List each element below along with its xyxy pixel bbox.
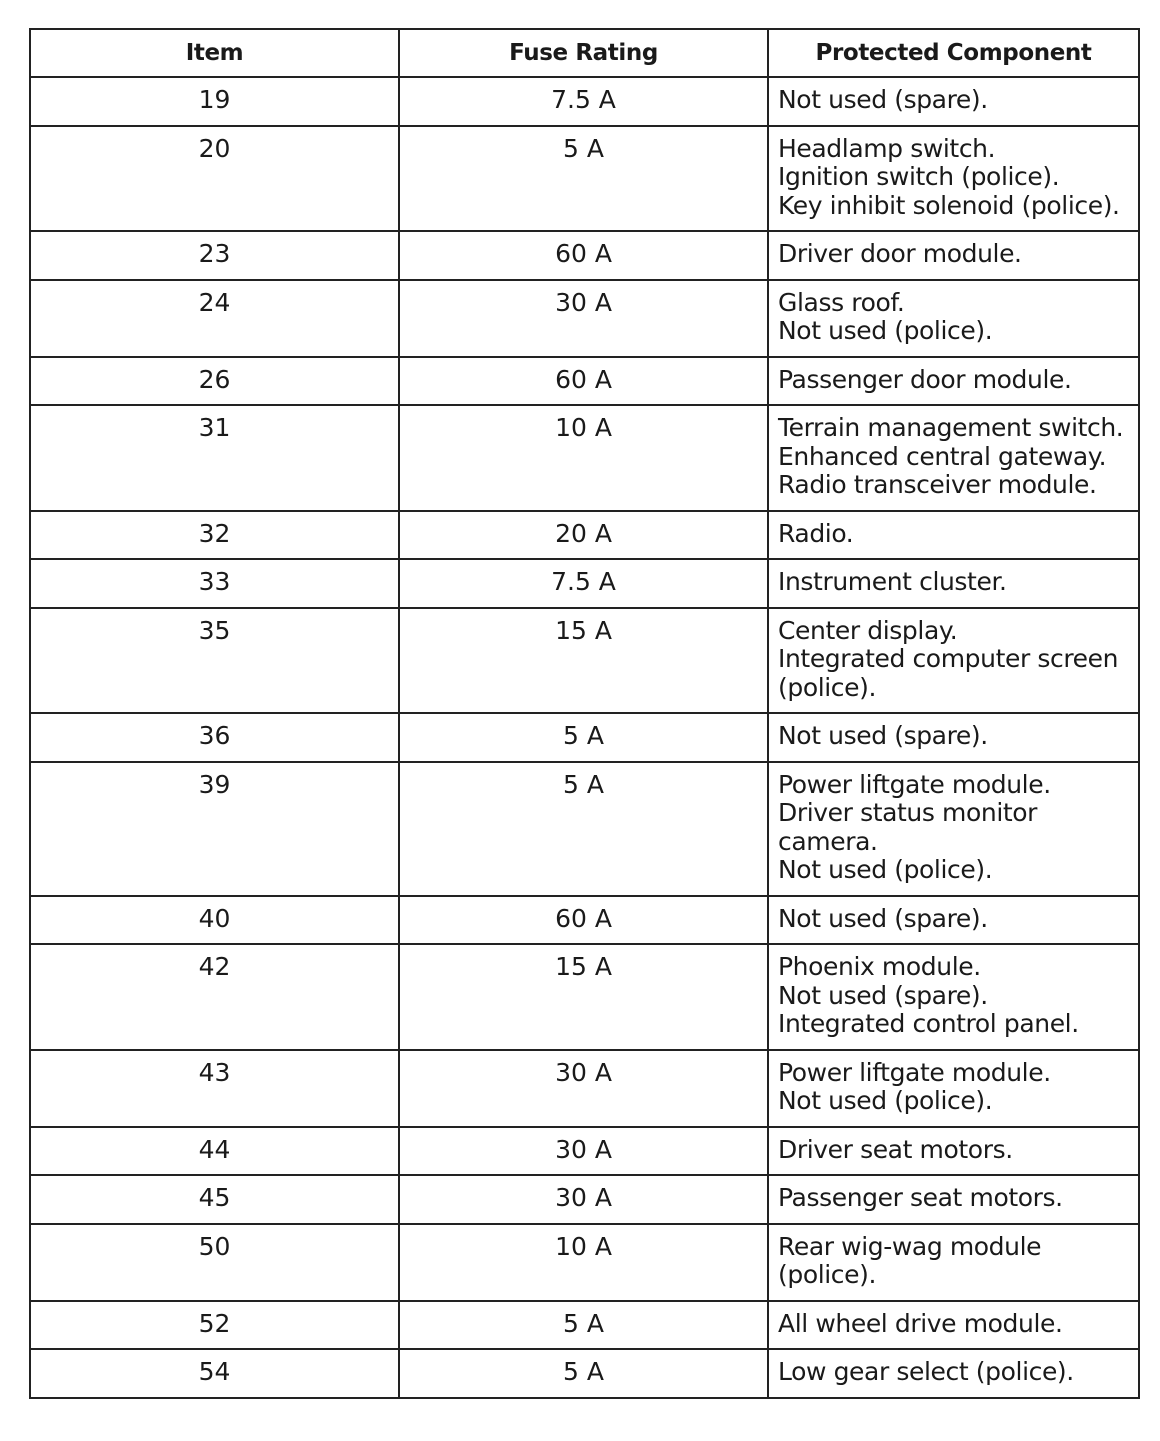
component-line: Driver status monitor bbox=[778, 798, 1038, 827]
table-row bbox=[30, 1127, 1139, 1176]
column-header-item: Item bbox=[30, 29, 399, 77]
table-row bbox=[30, 1050, 1139, 1127]
protected-component-cell bbox=[768, 405, 1139, 511]
item-number-cell: 45 bbox=[30, 1175, 399, 1224]
protected-component-cell bbox=[768, 1349, 1139, 1398]
fuse-rating-cell: 5 A bbox=[399, 713, 768, 762]
protected-component-cell bbox=[768, 231, 1139, 280]
protected-component-cell bbox=[768, 896, 1139, 945]
protected-component-cell bbox=[768, 357, 1139, 406]
component-line: Center display. bbox=[778, 615, 958, 645]
component-line: Not used (spare). bbox=[778, 980, 988, 1010]
component-line: Integrated computer screen bbox=[778, 644, 1119, 673]
component-line: Radio transceiver module. bbox=[778, 470, 1097, 499]
component-line: Integrated control panel. bbox=[778, 1009, 1079, 1038]
fuse-rating-cell: 15 A bbox=[399, 608, 768, 714]
protected-component-cell bbox=[768, 511, 1139, 560]
item-number-cell: 39 bbox=[30, 762, 399, 896]
component-line: Power liftgate module. bbox=[778, 1057, 1051, 1087]
fuse-rating-cell: 5 A bbox=[399, 126, 768, 232]
fuse-rating-cell: 30 A bbox=[399, 1175, 768, 1224]
component-line: Phoenix module. bbox=[778, 952, 981, 981]
item-number-cell: 31 bbox=[30, 405, 399, 511]
protected-component-cell bbox=[768, 762, 1139, 896]
table-row bbox=[30, 1175, 1139, 1224]
table-row bbox=[30, 280, 1139, 357]
table-row bbox=[30, 511, 1139, 560]
component-line: Key inhibit solenoid (police). bbox=[778, 190, 1120, 220]
table-row bbox=[30, 405, 1139, 511]
protected-component-cell bbox=[768, 713, 1139, 762]
table-row bbox=[30, 357, 1139, 406]
component-line: (police). bbox=[778, 1260, 877, 1289]
item-number-cell: 33 bbox=[30, 559, 399, 608]
table-row bbox=[30, 1301, 1139, 1350]
component-line: Passenger door module. bbox=[778, 364, 1072, 394]
protected-component-cell bbox=[768, 1050, 1139, 1127]
component-line: Not used (police). bbox=[778, 1086, 993, 1115]
fuse-rating-cell: 10 A bbox=[399, 405, 768, 511]
table-row bbox=[30, 77, 1139, 126]
item-number-cell: 24 bbox=[30, 280, 399, 357]
item-number-cell: 42 bbox=[30, 944, 399, 1050]
fuse-table bbox=[29, 28, 1140, 1399]
item-number-cell: 20 bbox=[30, 126, 399, 232]
component-line: All wheel drive module. bbox=[778, 1308, 1063, 1338]
fuse-rating-cell: 20 A bbox=[399, 511, 768, 560]
component-line: camera. bbox=[778, 826, 878, 856]
fuse-rating-cell: 30 A bbox=[399, 280, 768, 357]
fuse-rating-cell: 7.5 A bbox=[399, 77, 768, 126]
protected-component-cell bbox=[768, 1224, 1139, 1301]
protected-component-cell bbox=[768, 1301, 1139, 1350]
component-line: Low gear select (police). bbox=[778, 1357, 1074, 1386]
item-number-cell: 50 bbox=[30, 1224, 399, 1301]
fuse-rating-cell: 15 A bbox=[399, 944, 768, 1050]
component-line: Radio. bbox=[778, 518, 854, 548]
item-number-cell: 40 bbox=[30, 896, 399, 945]
component-line: Driver door module. bbox=[778, 239, 1022, 268]
protected-component-cell bbox=[768, 1127, 1139, 1176]
protected-component-cell bbox=[768, 608, 1139, 714]
table-row bbox=[30, 762, 1139, 896]
table-row bbox=[30, 608, 1139, 714]
table-row bbox=[30, 1224, 1139, 1301]
component-line: Ignition switch (police). bbox=[778, 162, 1060, 191]
table-row bbox=[30, 713, 1139, 762]
item-number-cell: 54 bbox=[30, 1349, 399, 1398]
table-row bbox=[30, 126, 1139, 232]
fuse-rating-cell: 60 A bbox=[399, 896, 768, 945]
item-number-cell: 35 bbox=[30, 608, 399, 714]
fuse-rating-cell: 30 A bbox=[399, 1050, 768, 1127]
table-row bbox=[30, 1349, 1139, 1398]
component-line: Not used (police). bbox=[778, 316, 993, 345]
component-line: Instrument cluster. bbox=[778, 567, 1007, 596]
item-number-cell: 26 bbox=[30, 357, 399, 406]
component-line: Passenger seat motors. bbox=[778, 1183, 1063, 1212]
component-line: Not used (police). bbox=[778, 855, 993, 884]
fuse-rating-cell: 5 A bbox=[399, 1301, 768, 1350]
component-line: Rear wig-wag module bbox=[778, 1231, 1042, 1261]
table-row bbox=[30, 231, 1139, 280]
fuse-rating-cell: 30 A bbox=[399, 1127, 768, 1176]
protected-component-cell bbox=[768, 77, 1139, 126]
table-row bbox=[30, 559, 1139, 608]
protected-component-cell bbox=[768, 126, 1139, 232]
item-number-cell: 23 bbox=[30, 231, 399, 280]
protected-component-cell bbox=[768, 280, 1139, 357]
fuse-table-container bbox=[29, 28, 1138, 1399]
table-row bbox=[30, 896, 1139, 945]
item-number-cell: 43 bbox=[30, 1050, 399, 1127]
fuse-rating-cell: 5 A bbox=[399, 1349, 768, 1398]
component-line: Not used (spare). bbox=[778, 721, 988, 750]
item-number-cell: 36 bbox=[30, 713, 399, 762]
fuse-rating-cell: 5 A bbox=[399, 762, 768, 896]
protected-component-cell bbox=[768, 1175, 1139, 1224]
table-body bbox=[30, 77, 1139, 1398]
protected-component-cell bbox=[768, 559, 1139, 608]
protected-component-cell bbox=[768, 944, 1139, 1050]
table-row bbox=[30, 944, 1139, 1050]
fuse-rating-cell: 60 A bbox=[399, 357, 768, 406]
table-header-row bbox=[30, 29, 1139, 77]
component-line: Power liftgate module. bbox=[778, 769, 1051, 799]
component-line: Not used (spare). bbox=[778, 903, 988, 933]
column-header-fuse-rating: Fuse Rating bbox=[399, 29, 768, 77]
item-number-cell: 52 bbox=[30, 1301, 399, 1350]
item-number-cell: 32 bbox=[30, 511, 399, 560]
fuse-rating-cell: 10 A bbox=[399, 1224, 768, 1301]
component-line: Terrain management switch. bbox=[778, 413, 1124, 442]
component-line: Enhanced central gateway. bbox=[778, 441, 1107, 471]
item-number-cell: 19 bbox=[30, 77, 399, 126]
component-line: (police). bbox=[778, 672, 877, 702]
component-line: Not used (spare). bbox=[778, 85, 988, 114]
column-header-protected-component: Protected Component bbox=[768, 29, 1139, 77]
component-line: Driver seat motors. bbox=[778, 1134, 1013, 1164]
fuse-rating-cell: 60 A bbox=[399, 231, 768, 280]
item-number-cell: 44 bbox=[30, 1127, 399, 1176]
fuse-rating-cell: 7.5 A bbox=[399, 559, 768, 608]
component-line: Headlamp switch. bbox=[778, 133, 996, 163]
component-line: Glass roof. bbox=[778, 287, 905, 317]
